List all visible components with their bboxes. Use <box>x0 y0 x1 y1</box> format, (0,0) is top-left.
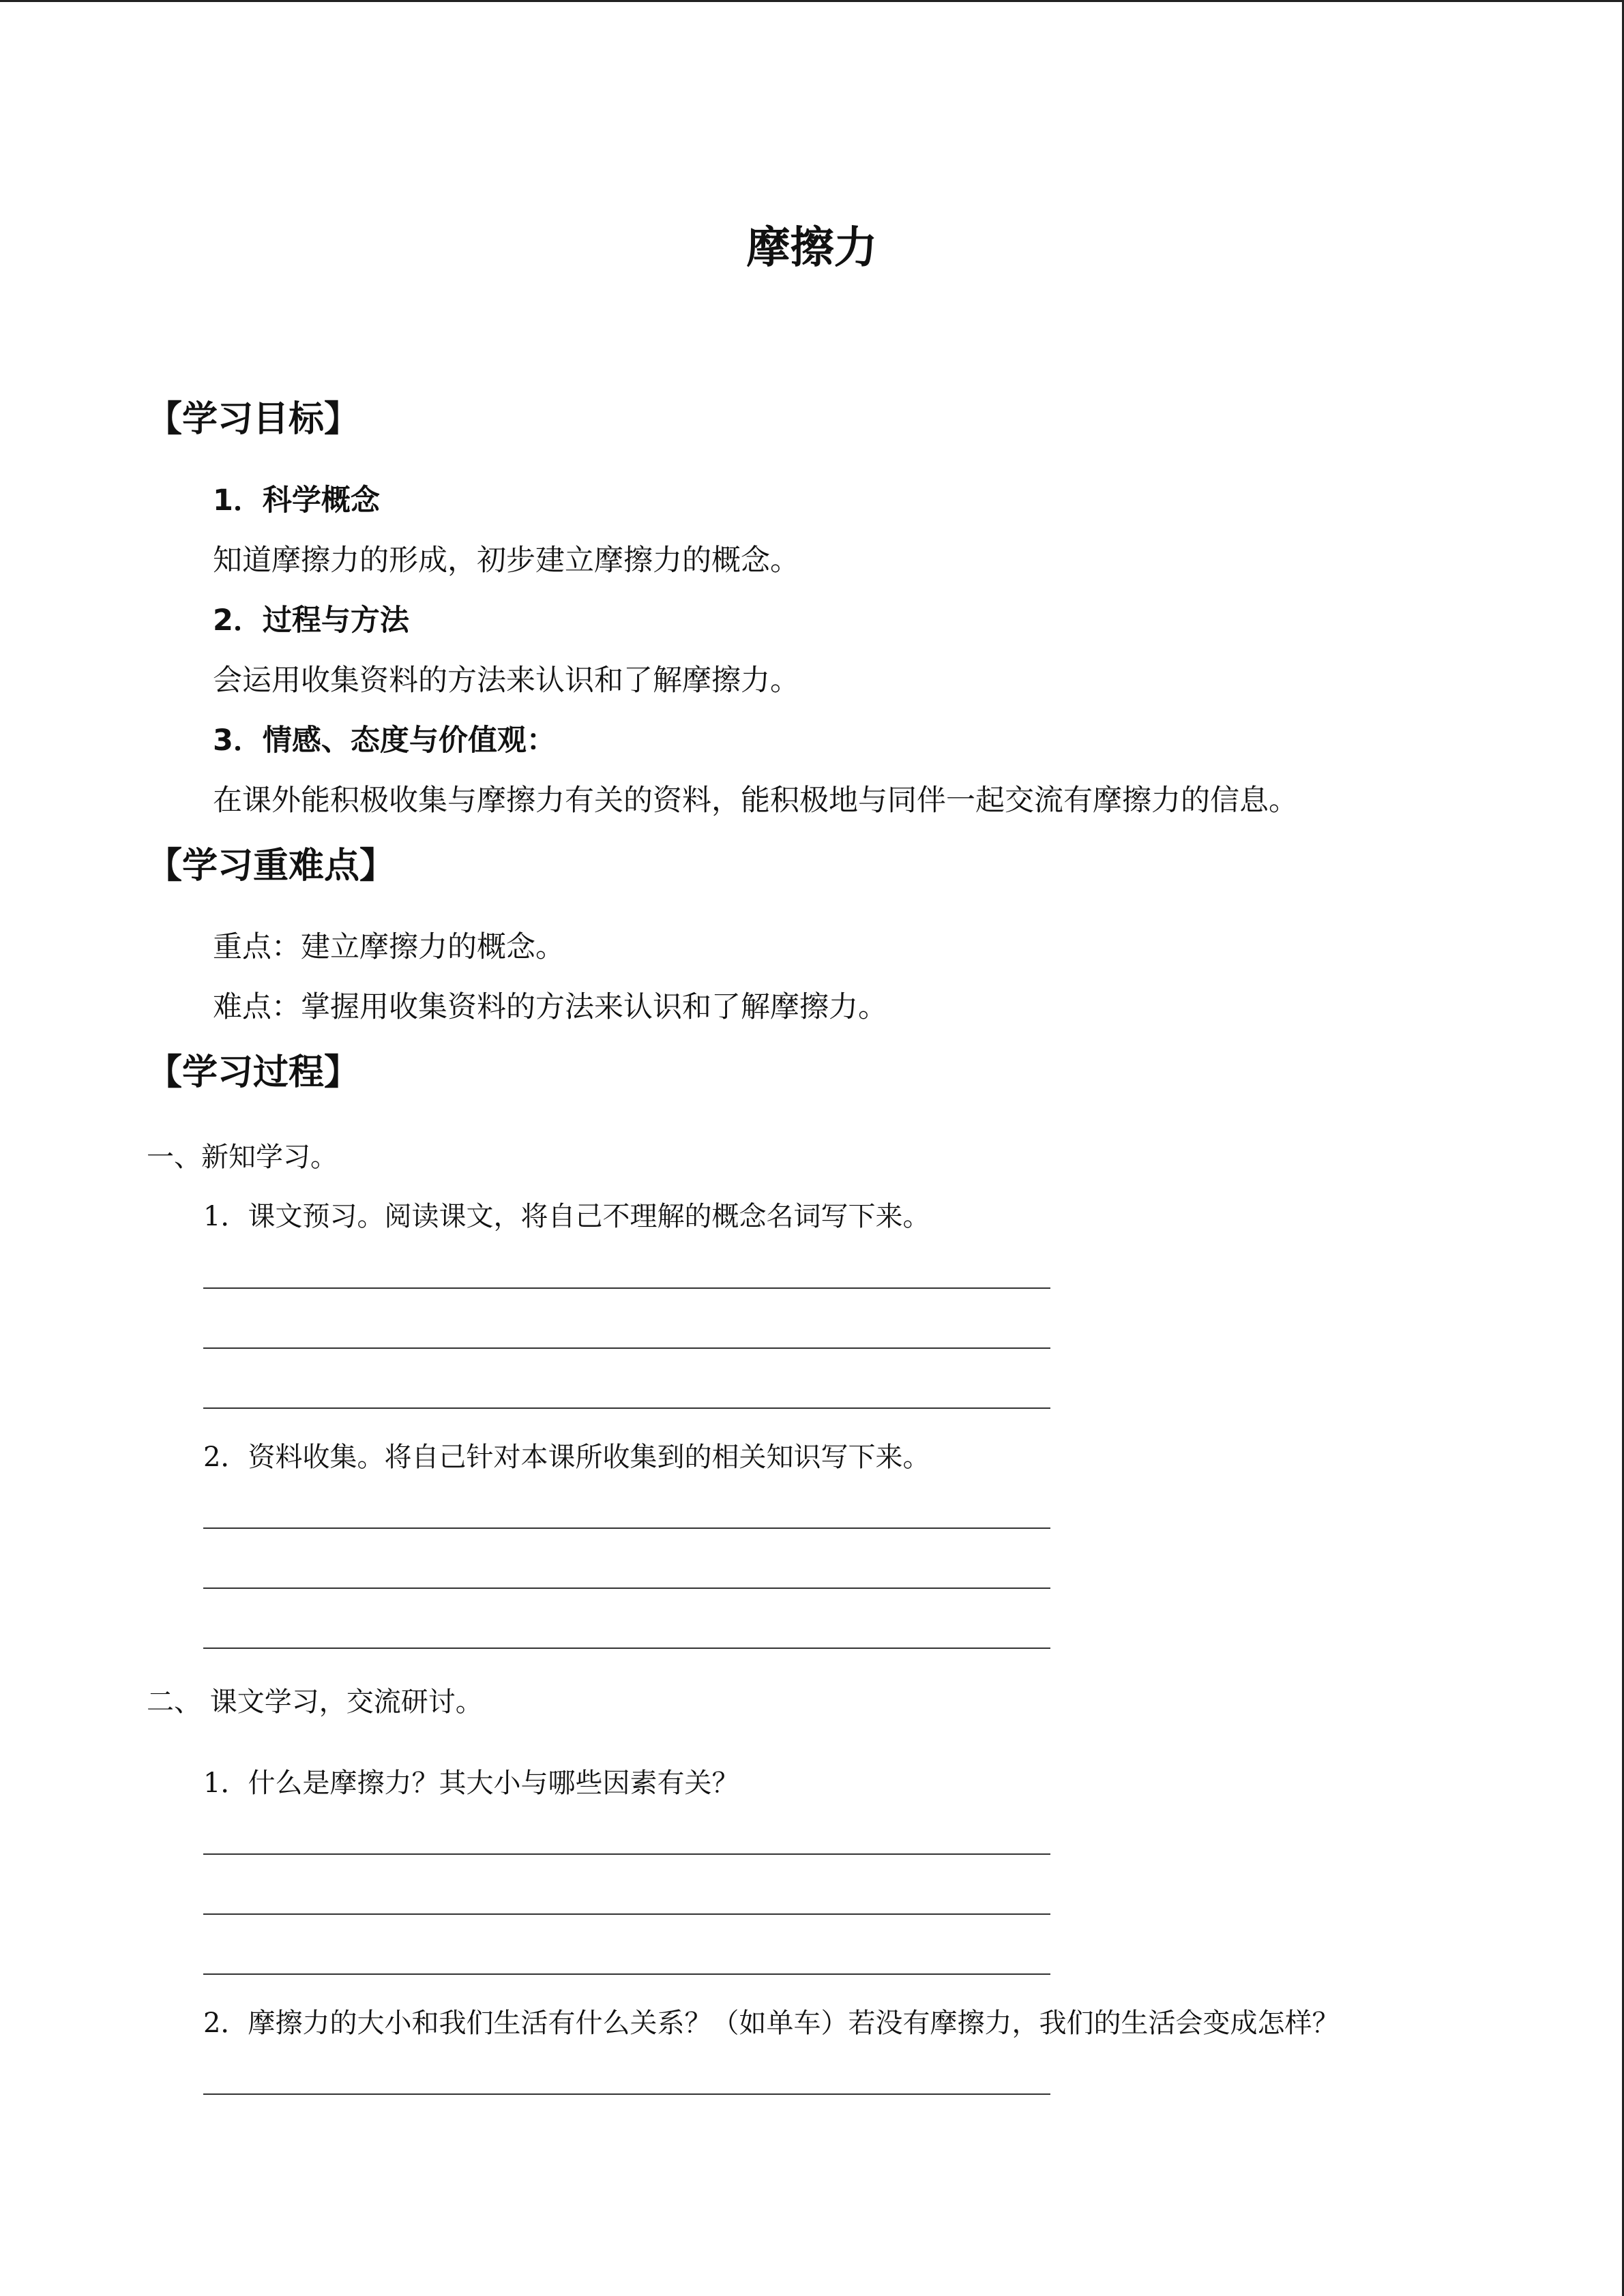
answer-line[interactable] <box>203 1587 1050 1589</box>
part1-question-1: 1．课文预习。阅读课文，将自己不理解的概念名词写下来。 <box>203 1201 930 1232</box>
part1-question-2: 2．资料收集。将自己针对本课所收集到的相关知识写下来。 <box>203 1442 930 1473</box>
answer-line[interactable] <box>203 1853 1050 1855</box>
page-title: 摩擦力 <box>746 223 878 273</box>
answer-line[interactable] <box>203 2093 1050 2095</box>
key-points-heading: 【学习重难点】 <box>147 846 396 886</box>
answer-line[interactable] <box>203 1648 1050 1649</box>
objective-3-label: 3．情感、态度与价值观： <box>213 724 556 758</box>
answer-line[interactable] <box>203 1287 1050 1289</box>
part2-question-2: 2．摩擦力的大小和我们生活有什么关系？（如单车）若没有摩擦力，我们的生活会变成怎样？ <box>203 2008 1340 2039</box>
key-point-focus: 重点：建立摩擦力的概念。 <box>213 930 565 964</box>
objective-1-text: 知道摩擦力的形成，初步建立摩擦力的概念。 <box>213 543 799 578</box>
part1-heading: 一、新知学习。 <box>147 1142 338 1173</box>
key-point-difficulty: 难点：掌握用收集资料的方法来认识和了解摩擦力。 <box>213 990 887 1024</box>
part2-heading: 二、 课文学习，交流研讨。 <box>147 1686 483 1718</box>
part2-question-1: 1．什么是摩擦力？其大小与哪些因素有关？ <box>203 1768 739 1799</box>
page-border-top <box>0 0 1624 2</box>
answer-line[interactable] <box>203 1347 1050 1349</box>
objectives-heading: 【学习目标】 <box>147 399 360 440</box>
answer-line[interactable] <box>203 1407 1050 1409</box>
process-heading: 【学习过程】 <box>147 1052 360 1093</box>
objective-2-label: 2．过程与方法 <box>213 603 409 638</box>
objective-3-text: 在课外能积极收集与摩擦力有关的资料，能积极地与同伴一起交流有摩擦力的信息。 <box>213 784 1298 818</box>
objective-1-label: 1．科学概念 <box>213 483 380 518</box>
answer-line[interactable] <box>203 1913 1050 1915</box>
answer-line[interactable] <box>203 1973 1050 1975</box>
objective-2-text: 会运用收集资料的方法来认识和了解摩擦力。 <box>213 664 799 698</box>
answer-line[interactable] <box>203 1527 1050 1529</box>
